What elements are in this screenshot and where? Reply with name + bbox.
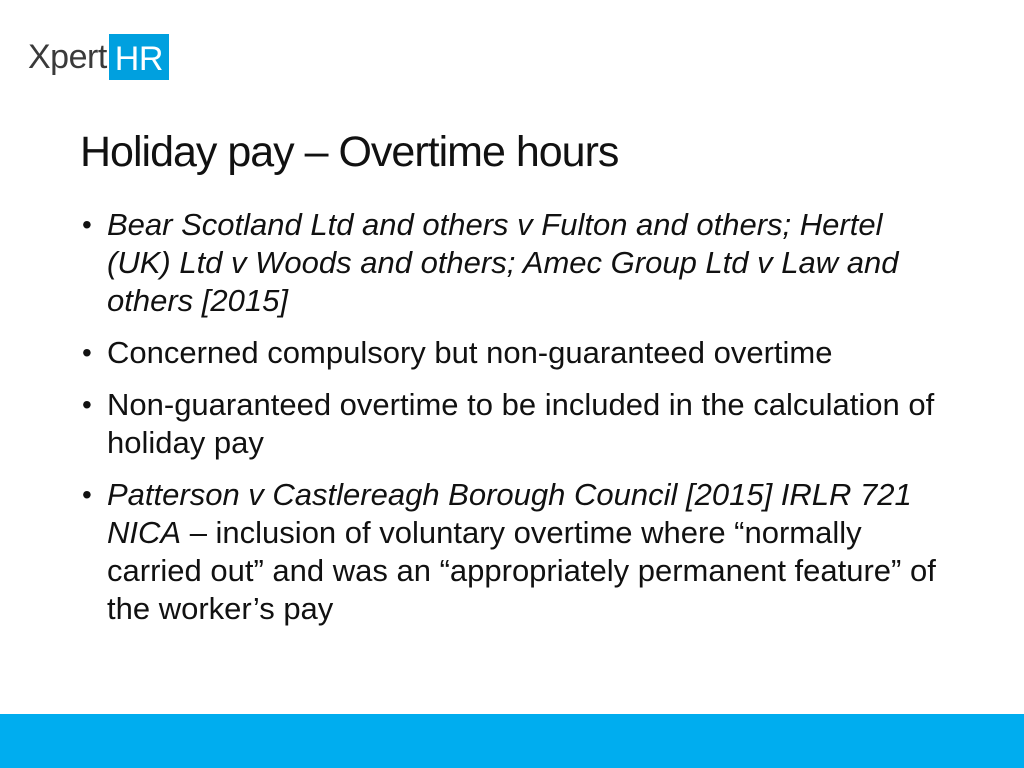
bullet-dot-icon: • [82, 479, 92, 510]
bullet-text: – inclusion of voluntary overtime where “normally carried out” and was an “appropriately permanent feature” of the worker’s pay [107, 515, 936, 626]
bullet-dot-icon: • [82, 389, 92, 420]
bullet-item [80, 476, 940, 628]
bullet-item [80, 386, 940, 462]
xperthr-logo [28, 34, 169, 80]
bullet-list [80, 206, 940, 642]
bullet-dot-icon: • [82, 209, 92, 240]
bullet-item [80, 206, 940, 320]
logo-box: HR [109, 34, 169, 80]
slide-title: Holiday pay – Overtime hours [80, 128, 619, 176]
bullet-item [80, 334, 940, 372]
bullet-dot-icon: • [82, 337, 92, 368]
footer-bar [0, 714, 1024, 768]
bullet-text: Non-guaranteed overtime to be included in the calculation of holiday pay [107, 387, 935, 460]
case-citation: Patterson v Castlereagh Borough Council [2015] IRLR 721 NICA [107, 477, 912, 550]
bullet-text: Concerned compulsory but non-guaranteed overtime [107, 335, 833, 370]
logo-text: Xpert [28, 38, 107, 76]
case-citation: Bear Scotland Ltd and others v Fulton and others; Hertel (UK) Ltd v Woods and others; Amec Group Ltd v Law and others [2015] [107, 207, 899, 318]
